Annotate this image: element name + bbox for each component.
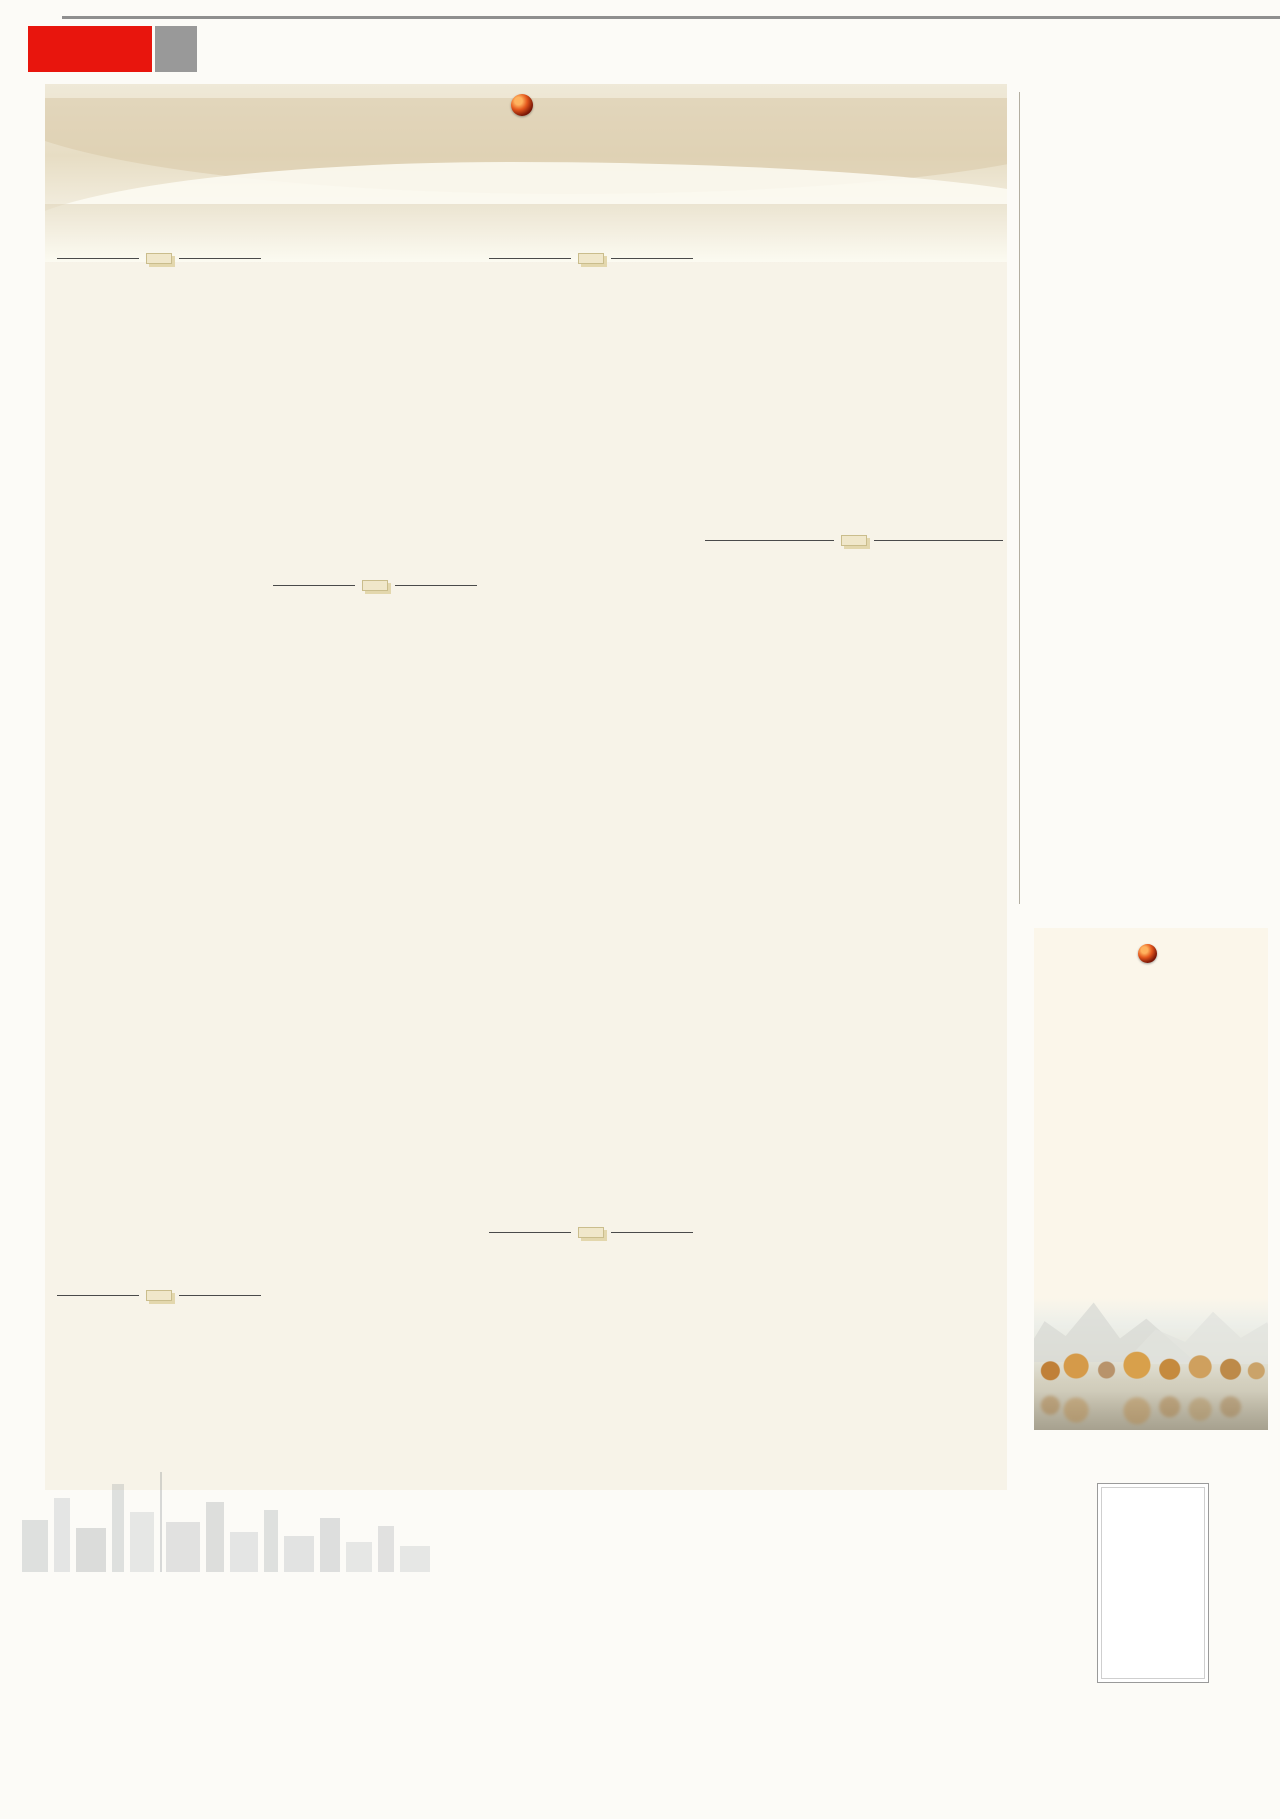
column-4: [705, 247, 1003, 1487]
main-article-block: [45, 84, 1007, 1490]
red-sphere-icon: [511, 94, 533, 116]
baodi-emblem-box: [1097, 1483, 1209, 1683]
section-shahai-cont: [273, 247, 477, 574]
side-article-title-block: [1194, 90, 1266, 376]
section-bingfeng: [489, 247, 693, 1221]
section-heading: [489, 1227, 693, 1238]
article-columns: [57, 247, 1003, 1487]
section-heading: [273, 580, 477, 591]
section-heading: [489, 253, 693, 264]
section-guyuan: [57, 247, 261, 1284]
page-number: [155, 26, 197, 72]
top-rule: [62, 16, 1280, 19]
column-3: [489, 247, 693, 1487]
paper-logo: [28, 26, 152, 72]
vertical-divider: [1019, 92, 1020, 904]
masthead: [28, 26, 209, 72]
section-heading: [57, 1290, 261, 1301]
tree-reflections: [1034, 1390, 1268, 1430]
column-1: [57, 247, 261, 1487]
section-shahai-start: [57, 1284, 261, 1479]
section-pingsha-cont: [705, 247, 1003, 529]
column-2: [273, 247, 477, 1487]
section-beitashan: [273, 574, 477, 1479]
landscape-photo: [1034, 1298, 1268, 1430]
autumn-trees: [1034, 1346, 1268, 1386]
poem-badge: [1034, 928, 1268, 963]
red-sphere-icon: [1138, 944, 1157, 963]
section-pingsha-start: [489, 1221, 693, 1479]
column-banner: [45, 94, 1007, 116]
section-heading: [57, 253, 261, 264]
side-article: [1036, 88, 1266, 926]
poem-box: [1034, 928, 1268, 1430]
section-gebi: [705, 529, 1003, 1479]
section-heading: [705, 535, 1003, 546]
